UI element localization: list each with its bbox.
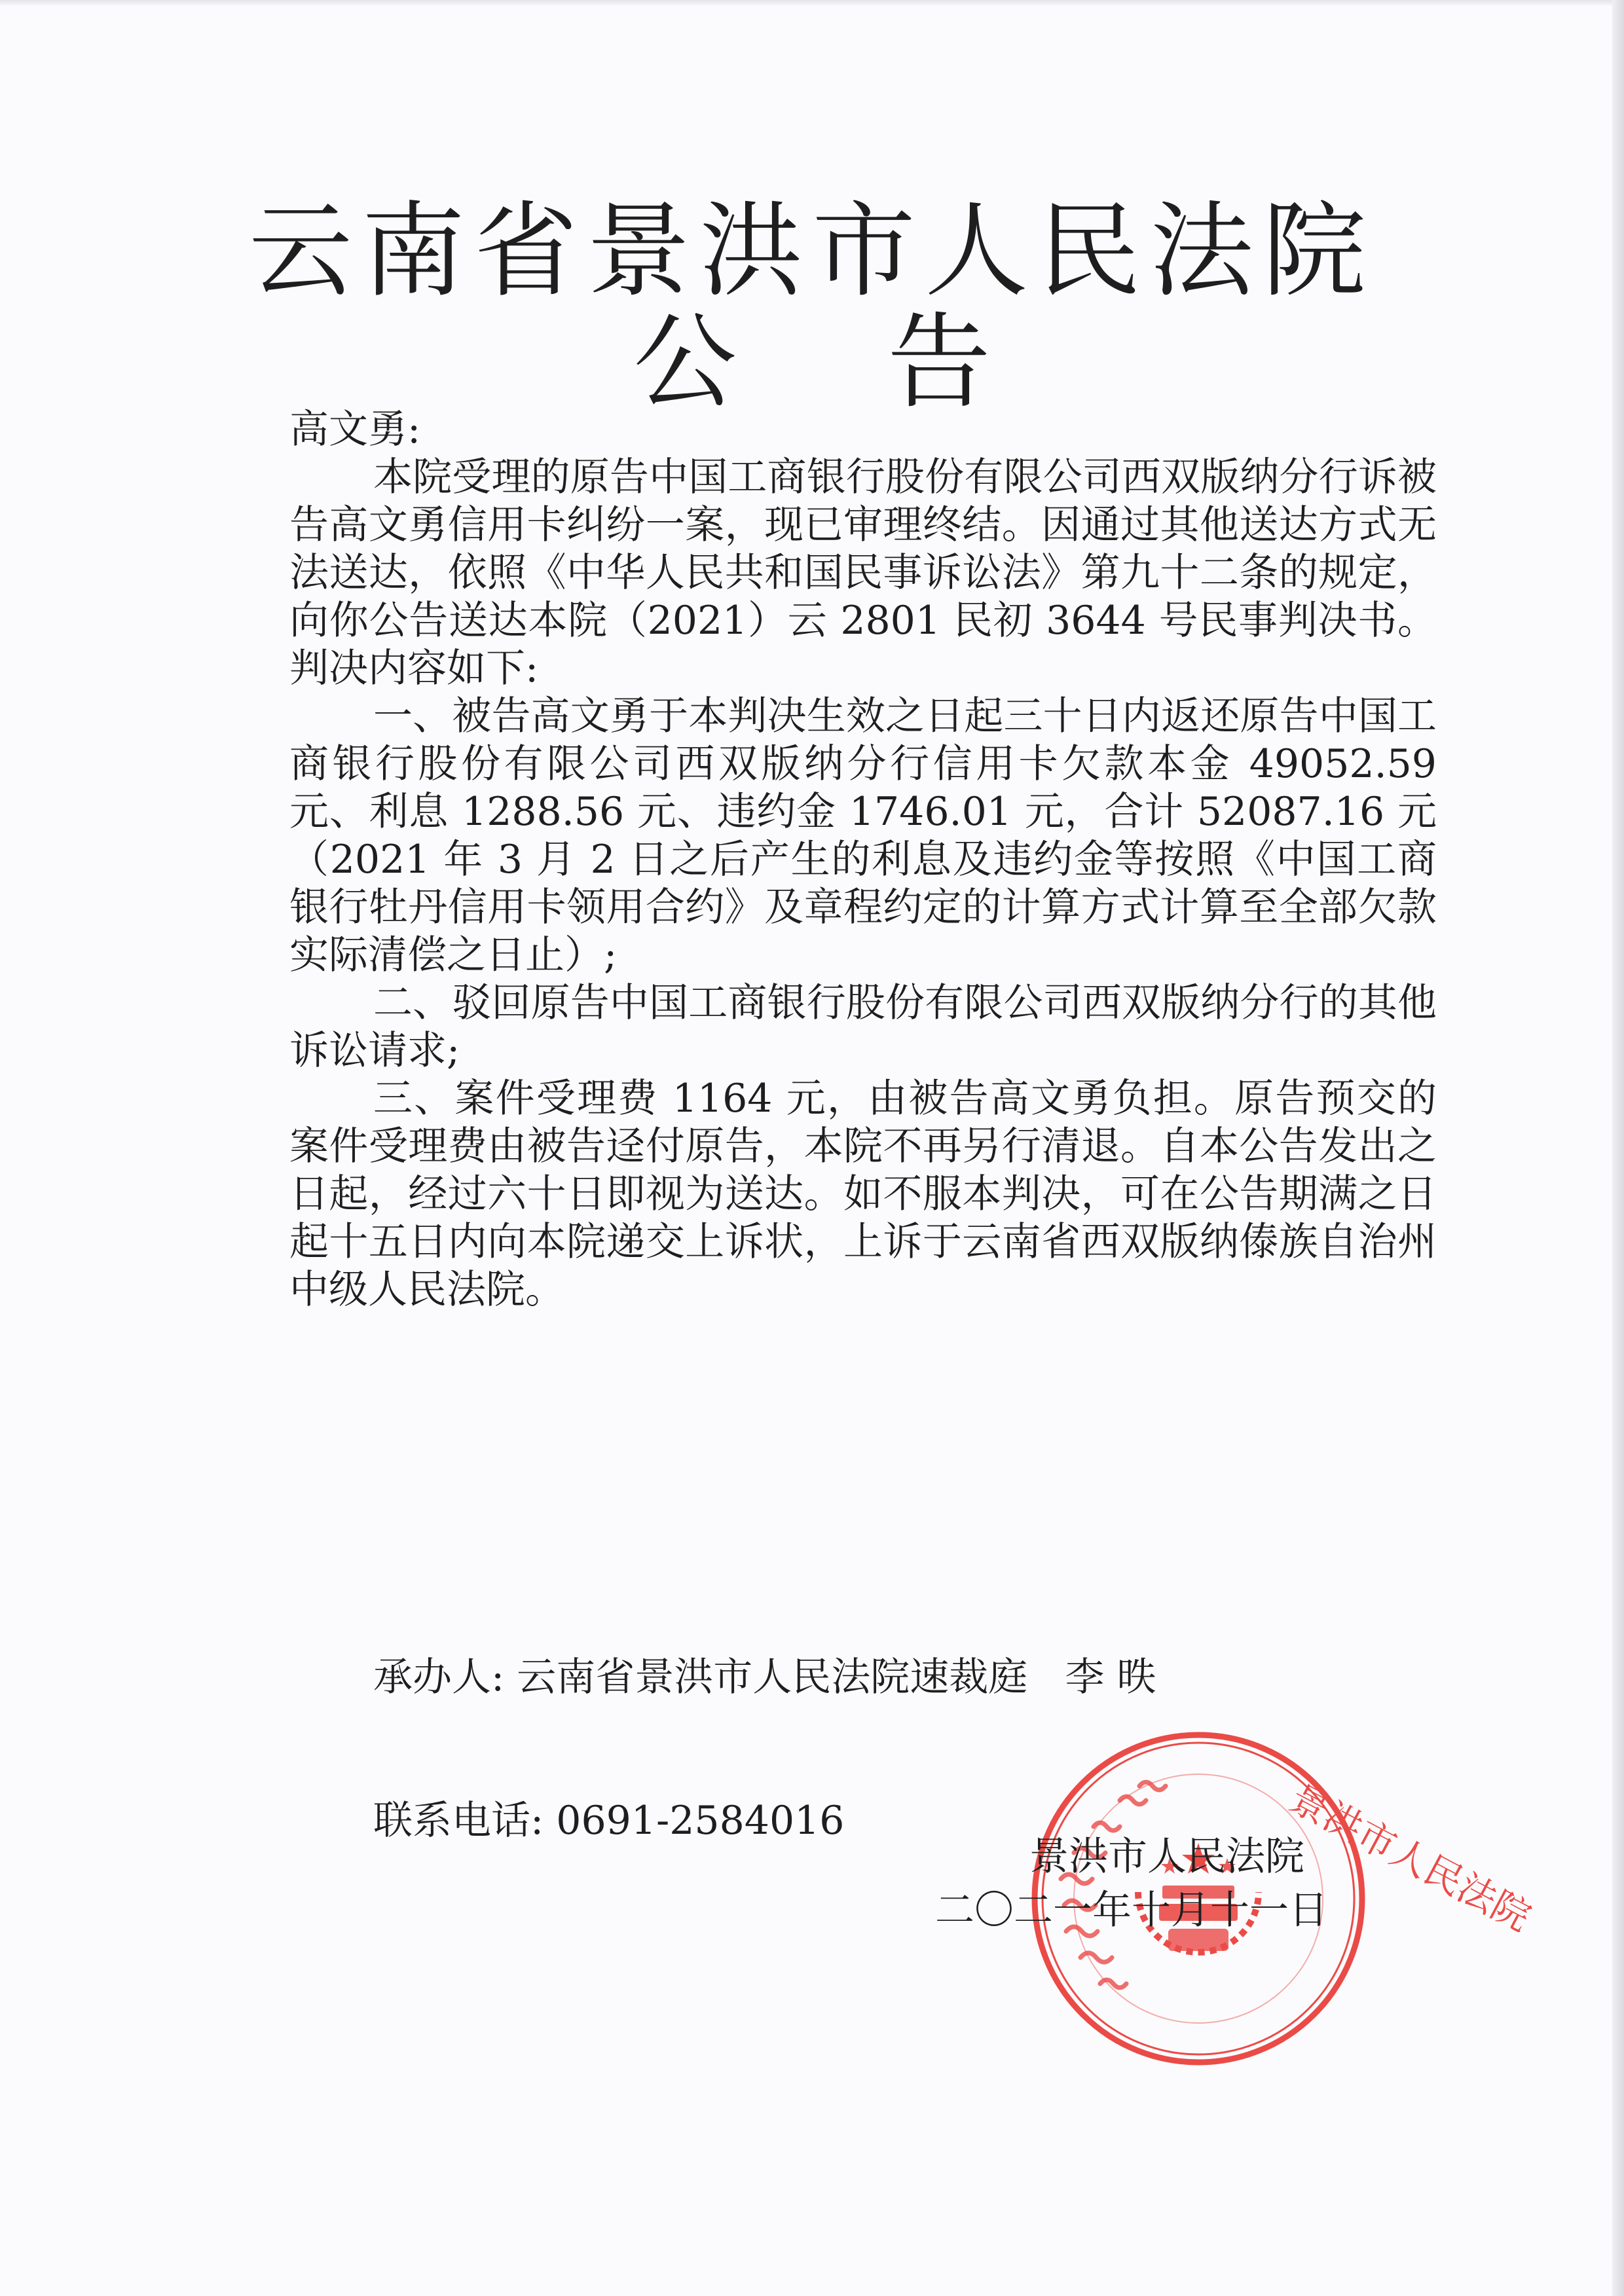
paragraph-ruling-3: 三、案件受理费 1164 元，由被告高文勇负担。原告预交的案件受理费由被告迳付原告，本院不再另行清退。自本公告发出之日起，经过六十日即视为送达。如不服本判决，可在公告期满之日起十五日内向本院递交上诉状，上诉于云南省西双版纳傣族自治州中级人民法院。 xyxy=(289,1076,1437,1313)
paragraph-intro: 本院受理的原告中国工商银行股份有限公司西双版纳分行诉被告高文勇信用卡纠纷一案，现已审理终结。因通过其他送达方式无法送达，依照《中华人民共和国民事诉讼法》第九十二条的规定，向你公告送达本院（2021）云 2801 民初 3644 号民事判决书。判决内容如下: xyxy=(289,454,1437,691)
court-title: 云南省景洪市人民法院 xyxy=(249,191,1375,312)
phone-line: 联系电话: 0691-2584016 xyxy=(373,1798,845,1844)
court-seal-text: 景洪市人民法院 xyxy=(1282,1776,1538,1940)
notice-title: 公告 xyxy=(633,302,1141,423)
signature-date: 二〇二一年十月十一日 xyxy=(935,1887,1328,1933)
court-seal-script xyxy=(1061,1782,1166,1988)
addressee: 高文勇: xyxy=(289,407,421,452)
paragraph-ruling-1: 一、被告高文勇于本判决生效之日起三十日内返还原告中国工商银行股份有限公司西双版纳分行信用卡欠款本金 49052.59 元、利息 1288.56 元、违约金 1746.01 元，合计 52087.16 元（2021 年 3 月 2 日之后产生的利息及违约金等按照《中国工商银行牡丹信用卡领用合约》及章程约定的计算方式计算至全部欠款实际清偿之日止）; xyxy=(289,693,1437,978)
signature-court: 景洪市人民法院 xyxy=(1029,1834,1304,1880)
handler-line: 承办人: 云南省景洪市人民法院速裁庭 李 昳 xyxy=(373,1654,1156,1700)
notice-body xyxy=(289,406,1437,1314)
paragraph-ruling-2: 二、驳回原告中国工商银行股份有限公司西双版纳分行的其他诉讼请求; xyxy=(289,980,1437,1074)
scan-edge-top xyxy=(0,0,1624,7)
